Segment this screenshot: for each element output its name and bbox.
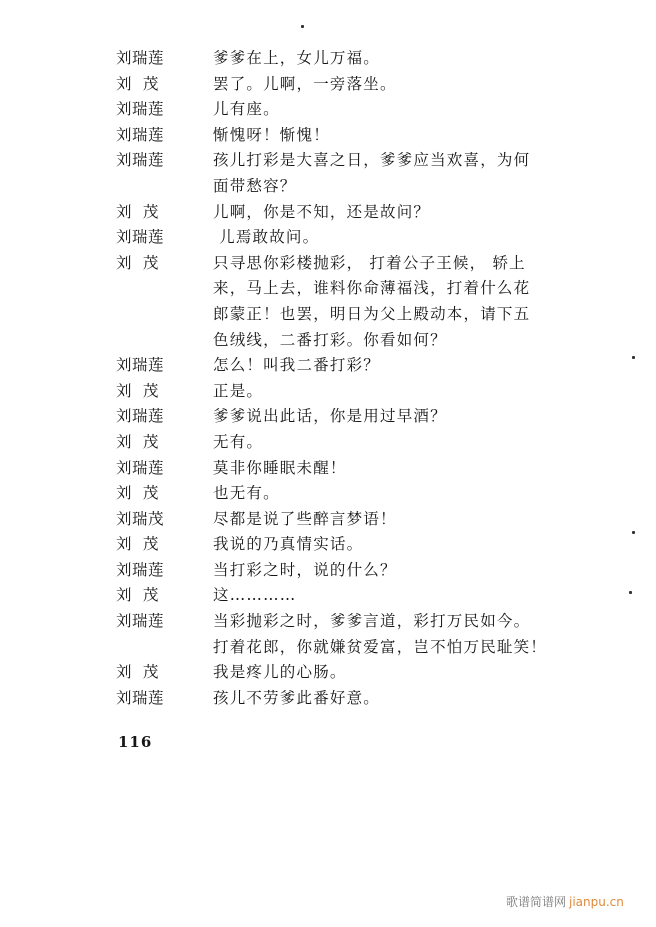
dialogue-line xyxy=(116,328,596,354)
dialogue-line xyxy=(116,302,596,328)
speaker-name: 刘 茂 xyxy=(116,663,159,682)
speaker-name: 刘瑞茂 xyxy=(116,509,165,528)
speech-text: 怎么！叫我二番打彩？ xyxy=(213,356,381,375)
site-watermark xyxy=(506,893,624,910)
dialogue-line xyxy=(116,251,596,277)
dialogue-line xyxy=(116,532,596,558)
speaker-name: 刘瑞莲 xyxy=(116,228,165,247)
speaker-name: 刘瑞莲 xyxy=(116,100,165,119)
dialogue-line xyxy=(116,123,596,149)
dialogue-line xyxy=(116,276,596,302)
speech-text: 尽都是说了些醉言梦语！ xyxy=(213,509,397,528)
speech-text: 色绒线，二番打彩。你看如何？ xyxy=(213,330,447,349)
speech-text: 罢了。儿啊，一旁落坐。 xyxy=(213,74,397,93)
speech-text: 打着花郎，你就嫌贫爱富，岂不怕万民耻笑！ xyxy=(213,637,548,656)
watermark-url: jianpu.cn xyxy=(569,895,624,909)
scan-speck xyxy=(632,356,635,359)
scan-speck xyxy=(301,25,304,28)
speaker-name: 刘 茂 xyxy=(116,484,159,503)
speech-text: 孩儿不劳爹此番好意。 xyxy=(213,688,381,707)
speaker-name xyxy=(116,635,213,661)
dialogue-line xyxy=(116,583,596,609)
dialogue-line xyxy=(116,404,596,430)
speaker-name: 刘 茂 xyxy=(116,253,159,272)
speaker-name xyxy=(116,174,213,200)
speaker-name: 刘瑞莲 xyxy=(116,125,165,144)
dialogue-line xyxy=(116,609,596,635)
speaker-name: 刘瑞莲 xyxy=(116,560,165,579)
dialogue-line xyxy=(116,353,596,379)
speech-text: 面带愁容？ xyxy=(213,176,297,195)
dialogue-line xyxy=(116,481,596,507)
speech-text: 我是疼儿的心肠。 xyxy=(213,663,347,682)
speaker-name xyxy=(116,276,213,302)
dialogue-line xyxy=(116,430,596,456)
speech-text: 只寻思你彩楼抛彩， 打着公子王候， 轿上 xyxy=(213,253,526,272)
speaker-name: 刘 茂 xyxy=(116,586,159,605)
dialogue-line xyxy=(116,686,596,712)
speech-text: 郎蒙正！也罢，明日为父上殿动本，请下五 xyxy=(213,304,531,323)
speaker-name xyxy=(116,302,213,328)
dialogue-line xyxy=(116,635,596,661)
speech-text: 儿啊，你是不知，还是故问？ xyxy=(213,202,431,221)
speech-text: 正是。 xyxy=(213,381,264,400)
scan-speck xyxy=(632,531,635,534)
speaker-name: 刘 茂 xyxy=(116,202,159,221)
dialogue-line xyxy=(116,225,596,251)
dialogue-line xyxy=(116,558,596,584)
speech-text: 来，马上去，谁料你命薄福浅，打着什么花 xyxy=(213,279,531,298)
speech-text: 莫非你睡眠未醒！ xyxy=(213,458,347,477)
speech-text: 儿有座。 xyxy=(213,100,280,119)
speech-text: 也无有。 xyxy=(213,484,280,503)
dialogue-line xyxy=(116,456,596,482)
speech-text: 孩儿打彩是大喜之日，爹爹应当欢喜，为何 xyxy=(213,151,531,170)
watermark-site-name: 歌谱简谱网 xyxy=(506,895,567,909)
speech-text: 爹爹在上，女儿万福。 xyxy=(213,49,381,67)
speaker-name: 刘 茂 xyxy=(116,74,159,93)
page-number: 116 xyxy=(118,733,153,751)
speech-text: 儿焉敢故问。 xyxy=(213,228,320,247)
dialogue-line xyxy=(116,660,596,686)
speaker-name xyxy=(116,328,213,354)
speaker-name: 刘瑞莲 xyxy=(116,407,165,426)
speaker-name: 刘 茂 xyxy=(116,535,159,554)
dialogue-line xyxy=(116,507,596,533)
speech-text: 惭愧呀！惭愧！ xyxy=(213,125,330,144)
speech-text: 爹爹说出此话，你是用过早酒？ xyxy=(213,407,447,426)
speaker-name: 刘瑞莲 xyxy=(116,458,165,477)
script-dialogue xyxy=(116,46,596,711)
dialogue-line xyxy=(116,46,596,72)
scan-speck xyxy=(629,591,632,594)
speaker-name: 刘瑞莲 xyxy=(116,356,165,375)
speech-text: 当彩抛彩之时，爹爹言道，彩打万民如今。 xyxy=(213,612,531,631)
speaker-name: 刘瑞莲 xyxy=(116,151,165,170)
dialogue-line xyxy=(116,148,596,174)
dialogue-line xyxy=(116,200,596,226)
speaker-name: 刘瑞莲 xyxy=(116,688,165,707)
dialogue-line xyxy=(116,97,596,123)
dialogue-line xyxy=(116,174,596,200)
speech-text: 这………… xyxy=(213,586,297,605)
speech-text: 无有。 xyxy=(213,432,264,451)
dialogue-line xyxy=(116,72,596,98)
speech-text: 当打彩之时，说的什么？ xyxy=(213,560,397,579)
speech-text: 我说的乃真情实话。 xyxy=(213,535,364,554)
speaker-name: 刘瑞莲 xyxy=(116,49,165,67)
dialogue-line xyxy=(116,379,596,405)
speaker-name: 刘瑞莲 xyxy=(116,612,165,631)
speaker-name: 刘 茂 xyxy=(116,381,159,400)
speaker-name: 刘 茂 xyxy=(116,432,159,451)
